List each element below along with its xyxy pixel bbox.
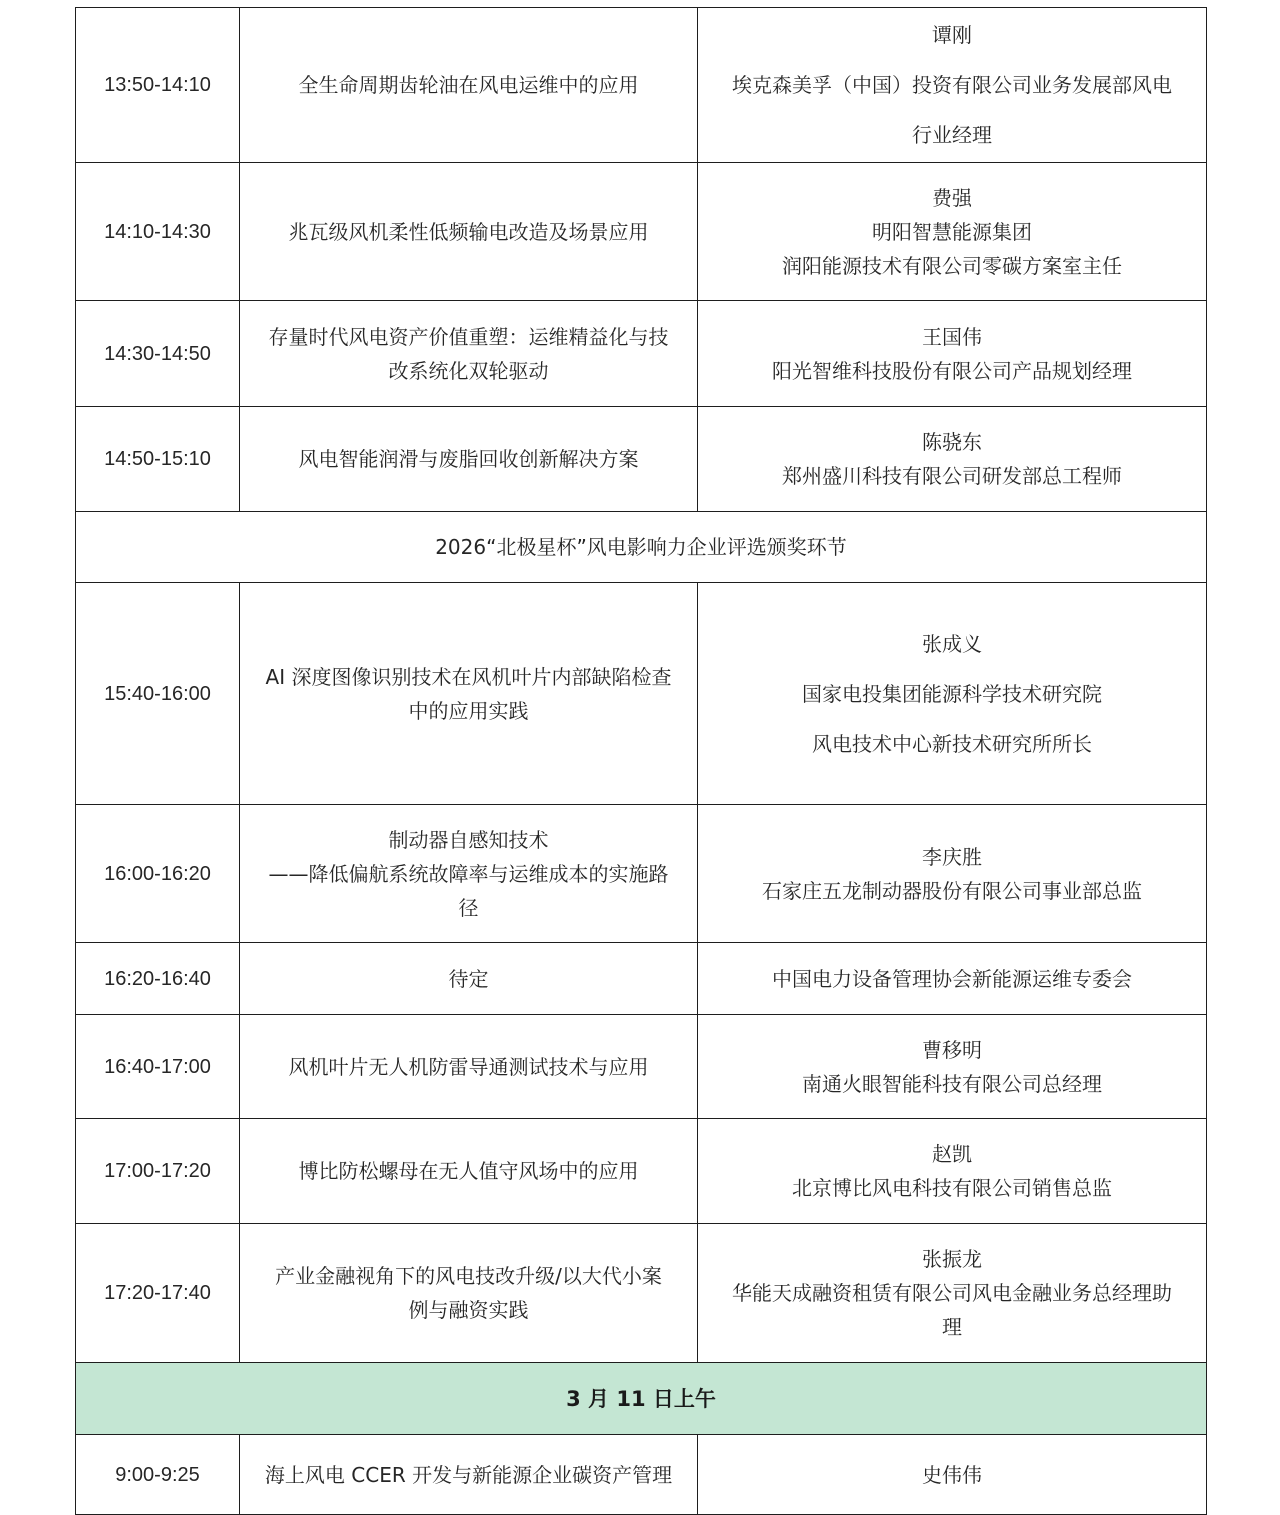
section-label: 2026“北极星杯”风电影响力企业评选颁奖环节: [76, 512, 1207, 583]
speaker-cell: [698, 1435, 1207, 1515]
agenda-row: [76, 407, 1207, 512]
day-header-row: [76, 1363, 1207, 1435]
speaker-affiliation: 国家电投集团能源科学技术研究院: [802, 681, 1102, 706]
speaker-name: 史伟伟: [922, 1462, 982, 1487]
speaker-affiliation: 华能天成融资租赁有限公司风电金融业务总经理助: [732, 1281, 1172, 1305]
time-cell: 9:00-9:25: [76, 1435, 240, 1515]
topic-cell: [240, 1119, 698, 1224]
time-cell: 16:00-16:20: [76, 805, 240, 943]
agenda-row: [76, 163, 1207, 301]
speaker-affiliation: 理: [942, 1315, 962, 1339]
speaker-cell: [698, 805, 1207, 943]
speaker-cell: [698, 301, 1207, 407]
speaker-name: 陈骁东: [922, 430, 982, 454]
time-cell: 16:20-16:40: [76, 943, 240, 1015]
topic-cell: [240, 8, 698, 163]
time-cell: 13:50-14:10: [76, 8, 240, 163]
topic-line: 改系统化双轮驱动: [388, 358, 549, 383]
agenda-row: [76, 1119, 1207, 1224]
topic-line: 产业金融视角下的风电技改升级/以大代小案: [275, 1264, 662, 1288]
topic-line: 风电智能润滑与废脂回收创新解决方案: [298, 447, 639, 471]
speaker-affiliation: 明阳智慧能源集团: [872, 219, 1032, 244]
agenda-row: [76, 301, 1207, 407]
agenda-row: [76, 8, 1207, 163]
speaker-name: 曹移明: [922, 1037, 982, 1062]
topic-cell: [240, 583, 698, 805]
topic-line: 中的应用实践: [408, 698, 529, 723]
speaker-affiliation: 阳光智维科技股份有限公司产品规划经理: [772, 358, 1132, 383]
speaker-cell: [698, 1015, 1207, 1119]
topic-cell: [240, 163, 698, 301]
topic-line: 海上风电 CCER 开发与新能源企业碳资产管理: [264, 1462, 673, 1487]
topic-cell: [240, 407, 698, 512]
topic-line: ——降低偏航系统故障率与运维成本的实施路: [268, 861, 669, 886]
topic-cell: [240, 1435, 698, 1515]
speaker-cell: [698, 163, 1207, 301]
speaker-cell: [698, 583, 1207, 805]
speaker-name: 李庆胜: [922, 844, 982, 869]
speaker-affiliation: 南通火眼智能科技有限公司总经理: [802, 1071, 1102, 1096]
topic-line: 径: [458, 895, 479, 920]
speaker-name: 张振龙: [922, 1247, 982, 1271]
speaker-affiliation: 埃克森美孚（中国）投资有限公司业务发展部风电: [732, 73, 1172, 97]
topic-line: AI 深度图像识别技术在风机叶片内部缺陷检查: [265, 664, 672, 689]
speaker-name: 中国电力设备管理协会新能源运维专委会: [772, 966, 1132, 991]
agenda-row: [76, 805, 1207, 943]
time-cell: 14:30-14:50: [76, 301, 240, 407]
speaker-affiliation: 行业经理: [912, 123, 992, 147]
speaker-cell: [698, 943, 1207, 1015]
topic-line: 全生命周期齿轮油在风电运维中的应用: [298, 73, 639, 97]
speaker-name: 谭刚: [932, 23, 972, 47]
topic-cell: [240, 805, 698, 943]
speaker-cell: [698, 1119, 1207, 1224]
time-cell: 14:10-14:30: [76, 163, 240, 301]
speaker-affiliation: 润阳能源技术有限公司零碳方案室主任: [782, 253, 1122, 278]
agenda-row: [76, 943, 1207, 1015]
section-row: [76, 512, 1207, 583]
time-cell: 17:00-17:20: [76, 1119, 240, 1224]
speaker-name: 费强: [932, 185, 972, 210]
speaker-cell: [698, 1224, 1207, 1363]
speaker-name: 赵凯: [932, 1142, 972, 1166]
speaker-affiliation: 风电技术中心新技术研究所所长: [812, 731, 1092, 756]
topic-cell: [240, 1224, 698, 1363]
topic-line: 风机叶片无人机防雷导通测试技术与应用: [288, 1054, 649, 1079]
topic-line: 兆瓦级风机柔性低频输电改造及场景应用: [288, 219, 649, 244]
speaker-affiliation: 郑州盛川科技有限公司研发部总工程师: [782, 464, 1122, 488]
time-cell: 16:40-17:00: [76, 1015, 240, 1119]
agenda-row: [76, 1224, 1207, 1363]
speaker-name: 张成义: [922, 631, 982, 656]
time-cell: 17:20-17:40: [76, 1224, 240, 1363]
topic-line: 待定: [448, 966, 489, 991]
speaker-affiliation: 北京博比风电科技有限公司销售总监: [792, 1176, 1112, 1200]
topic-cell: [240, 301, 698, 407]
speaker-cell: [698, 8, 1207, 163]
speaker-name: 王国伟: [922, 324, 982, 349]
speaker-affiliation: 石家庄五龙制动器股份有限公司事业部总监: [762, 878, 1142, 903]
topic-line: 存量时代风电资产价值重塑：运维精益化与技: [268, 324, 669, 349]
day-header-label: 3 月 11 日上午: [76, 1363, 1207, 1435]
topic-line: 例与融资实践: [408, 1298, 529, 1322]
agenda-row: [76, 1015, 1207, 1119]
agenda-row: [76, 583, 1207, 805]
topic-cell: [240, 943, 698, 1015]
topic-line: 博比防松螺母在无人值守风场中的应用: [298, 1159, 639, 1183]
topic-cell: [240, 1015, 698, 1119]
time-cell: 14:50-15:10: [76, 407, 240, 512]
time-cell: 15:40-16:00: [76, 583, 240, 805]
topic-line: 制动器自感知技术: [388, 827, 549, 852]
agenda-table: [75, 7, 1207, 1515]
agenda-row: [76, 1435, 1207, 1515]
speaker-cell: [698, 407, 1207, 512]
